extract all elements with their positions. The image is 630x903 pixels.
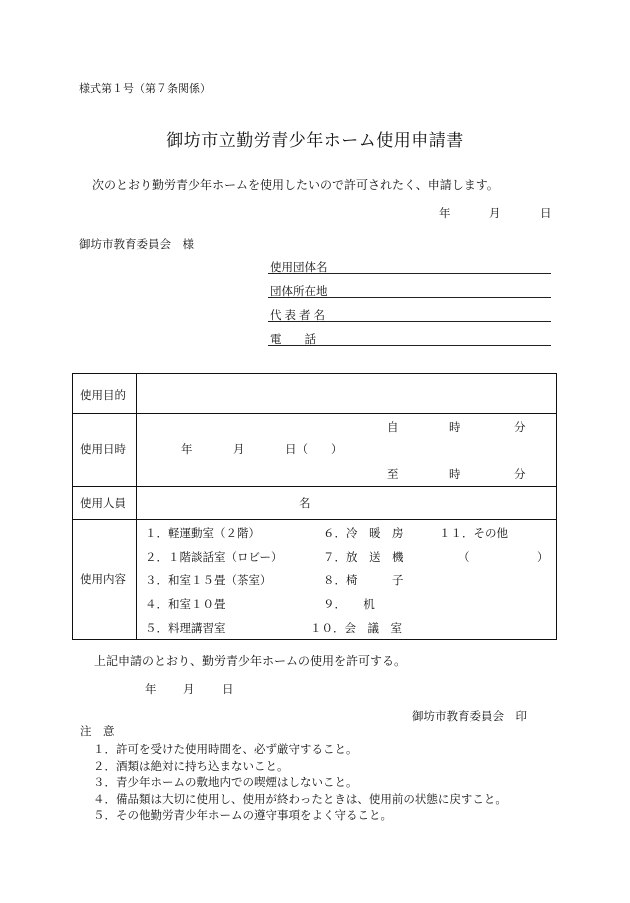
other-paren-close: ） <box>537 550 549 564</box>
group-address-label: 団体所在地 <box>270 284 328 298</box>
approval-month: 月 <box>183 682 195 696</box>
approval-year: 年 <box>145 682 157 696</box>
purpose-field[interactable] <box>139 377 549 410</box>
datetime-to-hour: 時 <box>449 467 461 481</box>
date-month-label: 月 <box>489 206 501 220</box>
usage-table <box>72 373 557 640</box>
group-name-field[interactable] <box>268 273 551 274</box>
approval-day: 日 <box>222 682 234 696</box>
datetime-year: 年 <box>181 442 193 456</box>
form-number: 様式第１号（第７条関係） <box>79 82 211 95</box>
room-option[interactable]: ５．料理講習室 <box>145 621 226 635</box>
note-item: ４．備品類は大切に使用し、使用が終わったときは、使用前の状態に戻すこと。 <box>93 792 507 806</box>
note-item: １．許可を受けた使用時間を、必ず厳守すること。 <box>93 742 358 756</box>
intro-text: 次のとおり勤労青少年ホームを使用したいので許可されたく、申請します。 <box>92 178 499 192</box>
group-name-label: 使用団体名 <box>270 260 328 274</box>
content-label: 使用内容 <box>80 572 126 586</box>
datetime-to: 至 <box>387 467 399 481</box>
approval-text: 上記申請のとおり、勤労青少年ホームの使用を許可する。 <box>94 654 407 668</box>
notes-heading: 注 意 <box>80 724 115 738</box>
date-year-label: 年 <box>439 206 451 220</box>
date-day-label: 日 <box>540 206 552 220</box>
datetime-from: 自 <box>387 420 399 434</box>
page-title: 御坊市立勤労青少年ホーム使用申請書 <box>166 131 464 151</box>
phone-field[interactable] <box>268 345 551 346</box>
table-row-divider <box>73 486 556 487</box>
representative-field[interactable] <box>268 321 551 322</box>
group-address-field[interactable] <box>268 297 551 298</box>
equipment-option[interactable]: ６．冷 暖 房 <box>323 526 404 540</box>
representative-label: 代表者名 <box>270 308 328 322</box>
room-option[interactable]: ３．和室１５畳（茶室） <box>145 573 272 587</box>
note-item: ２．酒類は絶対に持ち込まないこと。 <box>93 759 289 773</box>
table-row-divider <box>73 413 556 414</box>
table-row-divider <box>73 519 556 520</box>
room-option[interactable]: ２．１階談話室（ロビー） <box>145 550 283 564</box>
datetime-to-minute: 分 <box>514 467 526 481</box>
equipment-option[interactable]: １０．会 議 室 <box>310 621 402 635</box>
addressee: 御坊市教育委員会 様 <box>79 237 194 251</box>
datetime-day: 日（ ） <box>285 442 343 456</box>
issuer-seal: 御坊市教育委員会 印 <box>412 709 527 723</box>
equipment-option[interactable]: ８．椅 子 <box>323 573 404 587</box>
phone-label: 電 話 <box>270 332 316 346</box>
equipment-option[interactable]: ７．放 送 機 <box>323 550 404 564</box>
people-unit: 名 <box>299 496 311 510</box>
equipment-option[interactable]: ９． 机 <box>323 597 375 611</box>
other-option[interactable]: １１．その他 <box>439 526 508 540</box>
room-option[interactable]: １．軽運動室（２階） <box>145 526 260 540</box>
note-item: ５．その他勤労青少年ホームの遵守事項をよく守ること。 <box>93 808 392 822</box>
people-label: 使用人員 <box>80 496 126 510</box>
datetime-from-minute: 分 <box>514 420 526 434</box>
datetime-label: 使用日時 <box>80 442 126 456</box>
datetime-from-hour: 時 <box>449 420 461 434</box>
purpose-label: 使用目的 <box>80 388 126 402</box>
datetime-month: 月 <box>233 442 245 456</box>
note-item: ３．青少年ホームの敷地内での喫煙はしないこと。 <box>93 775 358 789</box>
room-option[interactable]: ４．和室１０畳 <box>145 597 226 611</box>
other-paren-open: （ <box>458 550 470 564</box>
